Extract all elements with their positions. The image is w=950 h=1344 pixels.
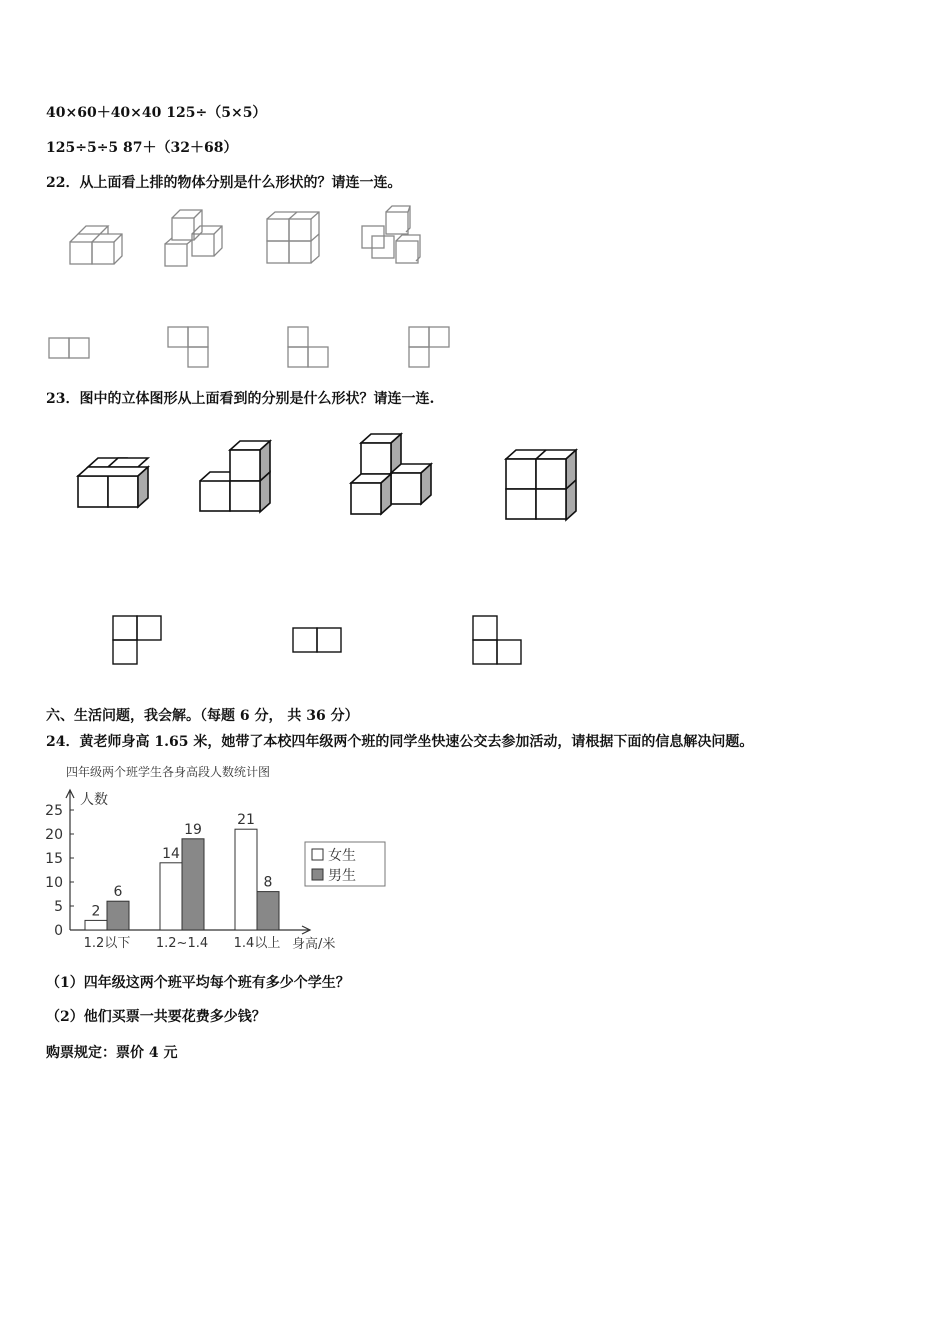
bar-value-label: 6 bbox=[113, 884, 123, 901]
bar-男生-1.4以上 bbox=[257, 892, 279, 930]
calc-line-2: 125÷5÷5 87＋（32＋68） bbox=[46, 140, 238, 156]
chart-title: 四年级两个班学生各身高段人数统计图 bbox=[66, 765, 271, 779]
bar-男生-1.2~1.4 bbox=[182, 839, 204, 930]
y-tick-label: 20 bbox=[45, 827, 63, 843]
legend-swatch-男生 bbox=[312, 869, 323, 880]
question-24: 24．黄老师身高 1.65 米，她带了本校四年级两个班的同学坐快速公交去参加活动，请根据下面的信息解决问题。 bbox=[46, 734, 754, 750]
bar-女生-1.2以下 bbox=[85, 920, 107, 930]
legend-swatch-女生 bbox=[312, 849, 323, 860]
x-axis-label: 身高/米 bbox=[292, 937, 336, 952]
bar-女生-1.4以上 bbox=[235, 829, 257, 930]
bar-value-label: 8 bbox=[263, 874, 273, 891]
bar-value-label: 19 bbox=[184, 821, 202, 838]
legend-label: 男生 bbox=[328, 868, 356, 884]
legend-label: 女生 bbox=[328, 848, 356, 864]
bar-男生-1.2以下 bbox=[107, 901, 129, 930]
bar-value-label: 14 bbox=[162, 845, 180, 862]
y-tick-label: 0 bbox=[54, 923, 63, 939]
y-tick-label: 10 bbox=[45, 875, 63, 891]
sub-question-1: （1）四年级这两个班平均每个班有多少个学生？ bbox=[46, 975, 350, 991]
bar-value-label: 2 bbox=[91, 903, 101, 920]
y-axis-label: 人数 bbox=[80, 792, 108, 808]
section-6-heading: 六、生活问题，我会解。（每题 6 分， 共 36 分） bbox=[46, 708, 359, 724]
bar-女生-1.2~1.4 bbox=[160, 863, 182, 930]
y-tick-label: 5 bbox=[54, 899, 63, 915]
ticket-rule: 购票规定：票价 4 元 bbox=[46, 1045, 178, 1061]
question-23: 23．图中的立体图形从上面看到的分别是什么形状？请连一连. bbox=[46, 391, 435, 407]
y-tick-label: 25 bbox=[45, 803, 63, 819]
sub-question-2: （2）他们买票一共要花费多少钱？ bbox=[46, 1009, 266, 1025]
x-tick-label: 1.4以上 bbox=[233, 936, 281, 951]
x-tick-label: 1.2以下 bbox=[83, 936, 131, 951]
calc-line-1: 40×60＋40×40 125÷（5×5） bbox=[46, 105, 267, 121]
question-22: 22．从上面看上排的物体分别是什么形状的？请连一连。 bbox=[46, 175, 402, 191]
y-tick-label: 15 bbox=[45, 851, 63, 867]
bar-value-label: 21 bbox=[237, 812, 255, 829]
x-tick-label: 1.2~1.4 bbox=[155, 936, 209, 951]
